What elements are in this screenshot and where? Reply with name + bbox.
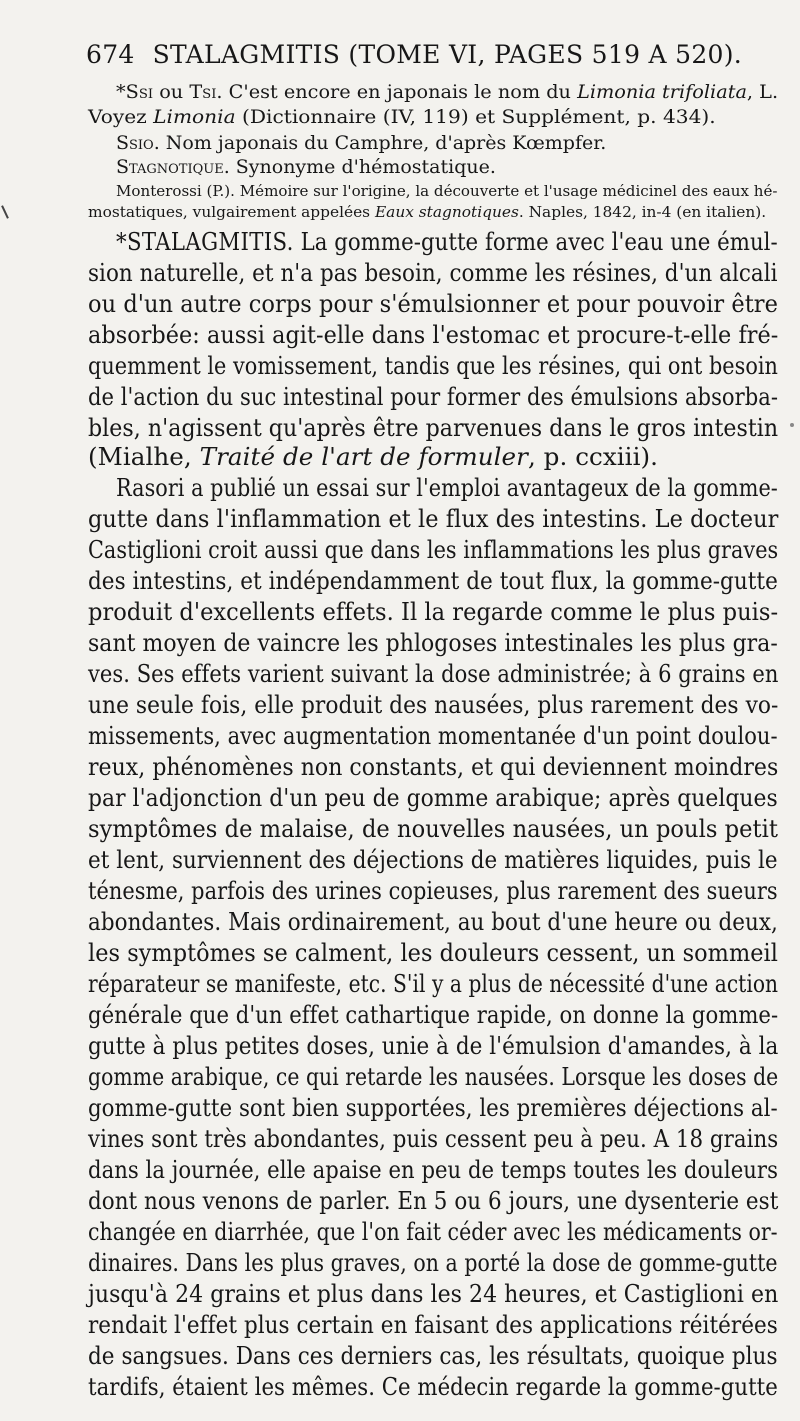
body-line: dinaires. Dans les plus graves, on a porté la dose de gomme-gutte	[88, 1248, 778, 1277]
entry-headword: Stagnotique.	[116, 156, 230, 178]
text-run: mostatiques, vulgairement appelées	[88, 205, 375, 221]
text-run: Nom japonais du Camphre, d'après Kœmpfer.	[159, 132, 607, 154]
text-run: Voyez	[88, 106, 154, 128]
body-line: réparateur se manifeste, etc. S'il y a plus de nécessité d'une action	[88, 969, 779, 998]
body-line: des intestins, et indépendamment de tout flux, la gomme-gutte	[88, 566, 778, 595]
entry-headword: Ssio.	[116, 132, 160, 154]
margin-mark	[1, 205, 9, 219]
body-line: gomme-gutte sont bien supportées, les premières déjections al-	[88, 1093, 778, 1122]
page-number: 674	[86, 40, 135, 69]
body-line: ou d'un autre corps pour s'émulsionner et pour pouvoir être	[88, 289, 778, 318]
body-line: ves. Ses effets varient suivant la dose administrée; à 6 grains en	[88, 659, 779, 688]
body-line: dans la journée, elle apaise en peu de temps toutes les douleurs	[88, 1155, 778, 1184]
italic-text: Eaux stagnotiques	[374, 205, 519, 221]
entry-ssio	[116, 132, 606, 154]
margin-dot	[790, 423, 794, 427]
body-line: produit d'excellents effets. Il la regarde comme le plus puis-	[88, 597, 779, 626]
body-line: quemment le vomissement, tandis que les résines, qui ont besoin	[88, 351, 778, 380]
text-run: . Naples, 1842, in-4 (en italien).	[518, 205, 767, 221]
body-line: par l'adjonction d'un peu de gomme arabique; après quelques	[88, 783, 778, 812]
body-line: vines sont très abondantes, puis cessent peu à peu. A 18 grains	[88, 1124, 779, 1153]
body-line: abondantes. Mais ordinairement, au bout d'une heure ou deux,	[88, 907, 778, 936]
body-line: jusqu'à 24 grains et plus dans les 24 heures, et Castiglioni en	[88, 1279, 779, 1308]
text-run: , L.	[746, 81, 779, 103]
italic-text: Limonia	[153, 106, 236, 128]
body-line: reux, phénomènes non constants, et qui deviennent moindres	[88, 752, 779, 781]
body-line: tardifs, étaient les mêmes. Ce médecin regarde la gomme-gutte	[88, 1372, 778, 1401]
body-line: dont nous venons de parler. En 5 ou 6 jours, une dysenterie est	[88, 1186, 779, 1215]
body-line: missements, avec augmentation momentanée d'un point doulou-	[88, 721, 778, 750]
body-line: gutte à plus petites doses, unie à de l'émulsion d'amandes, à la	[88, 1031, 779, 1060]
text-run: La gomme-gutte forme avec l'eau une émul-	[293, 227, 778, 256]
body-line: de sangsues. Dans ces derniers cas, les résultats, quoique plus	[88, 1341, 778, 1370]
entry-ssi-line-2	[88, 106, 716, 128]
italic-text: Traité de l'art de formuler	[199, 442, 528, 471]
text-run: C'est encore en japonais le nom du	[222, 81, 578, 103]
article-headword: *STALAGMITIS.	[116, 227, 294, 256]
body-line: une seule fois, elle produit des nausées, plus rarement des vo-	[88, 690, 779, 719]
entry-stagnotique	[116, 156, 496, 178]
text-run: Synonyme d'hémostatique.	[229, 156, 496, 178]
entry-headword: *Ssi	[116, 81, 154, 103]
running-title: STALAGMITIS (TOME VI, PAGES 519 A 520).	[152, 40, 743, 69]
entry-ssi-line-1	[116, 81, 778, 103]
italic-text: Limonia trifoliata	[577, 81, 747, 103]
body-line: Rasori a publié un essai sur l'emploi avantageux de la gomme-	[116, 473, 778, 502]
body-line: ténesme, parfois des urines copieuses, plus rarement des sueurs	[88, 876, 778, 905]
body-line: gomme arabique, ce qui retarde les nausées. Lorsque les doses de	[88, 1062, 779, 1091]
body-line: absorbée: aussi agit-elle dans l'estomac et procure-t-elle fré-	[88, 320, 779, 349]
body-line: sant moyen de vaincre les phlogoses intestinales les plus gra-	[88, 628, 778, 657]
text-run: ou	[153, 81, 190, 103]
body-line: symptômes de malaise, de nouvelles nausées, un pouls petit	[88, 814, 778, 843]
body-line: Castiglioni croit aussi que dans les inflammations les plus graves	[88, 535, 779, 564]
text-run: (Dictionnaire (IV, 119) et Supplément, p. 434).	[235, 106, 716, 128]
running-header	[86, 40, 742, 69]
body-line: gutte dans l'inflammation et le flux des intestins. Le docteur	[88, 504, 779, 533]
body-line: bles, n'agissent qu'après être parvenues dans le gros intestin	[88, 413, 779, 442]
text-run: (Mialhe,	[88, 442, 200, 471]
body-line: changée en diarrhée, que l'on fait céder avec les médicaments or-	[88, 1217, 778, 1246]
bibliography-line-2	[88, 205, 766, 221]
body-line: et lent, surviennent des déjections de matières liquides, puis le	[88, 845, 778, 874]
body-p1-line-1	[116, 227, 778, 256]
bibliography-line-1: Monterossi (P.). Mémoire sur l'origine, la découverte et l'usage médicinel des eaux hé-	[116, 184, 778, 200]
body-line	[88, 442, 658, 471]
text-run: , p. ccxiii).	[527, 442, 659, 471]
body-line: de l'action du suc intestinal pour former des émulsions absorba-	[88, 382, 779, 411]
body-line: sion naturelle, et n'a pas besoin, comme les résines, d'un alcali	[88, 258, 778, 287]
body-line: rendait l'effet plus certain en faisant des applications réitérées	[88, 1310, 778, 1339]
entry-headword: Tsi.	[189, 81, 223, 103]
body-line: générale que d'un effet cathartique rapide, on donne la gomme-	[88, 1000, 779, 1029]
body-line: les symptômes se calment, les douleurs cessent, un sommeil	[88, 938, 778, 967]
